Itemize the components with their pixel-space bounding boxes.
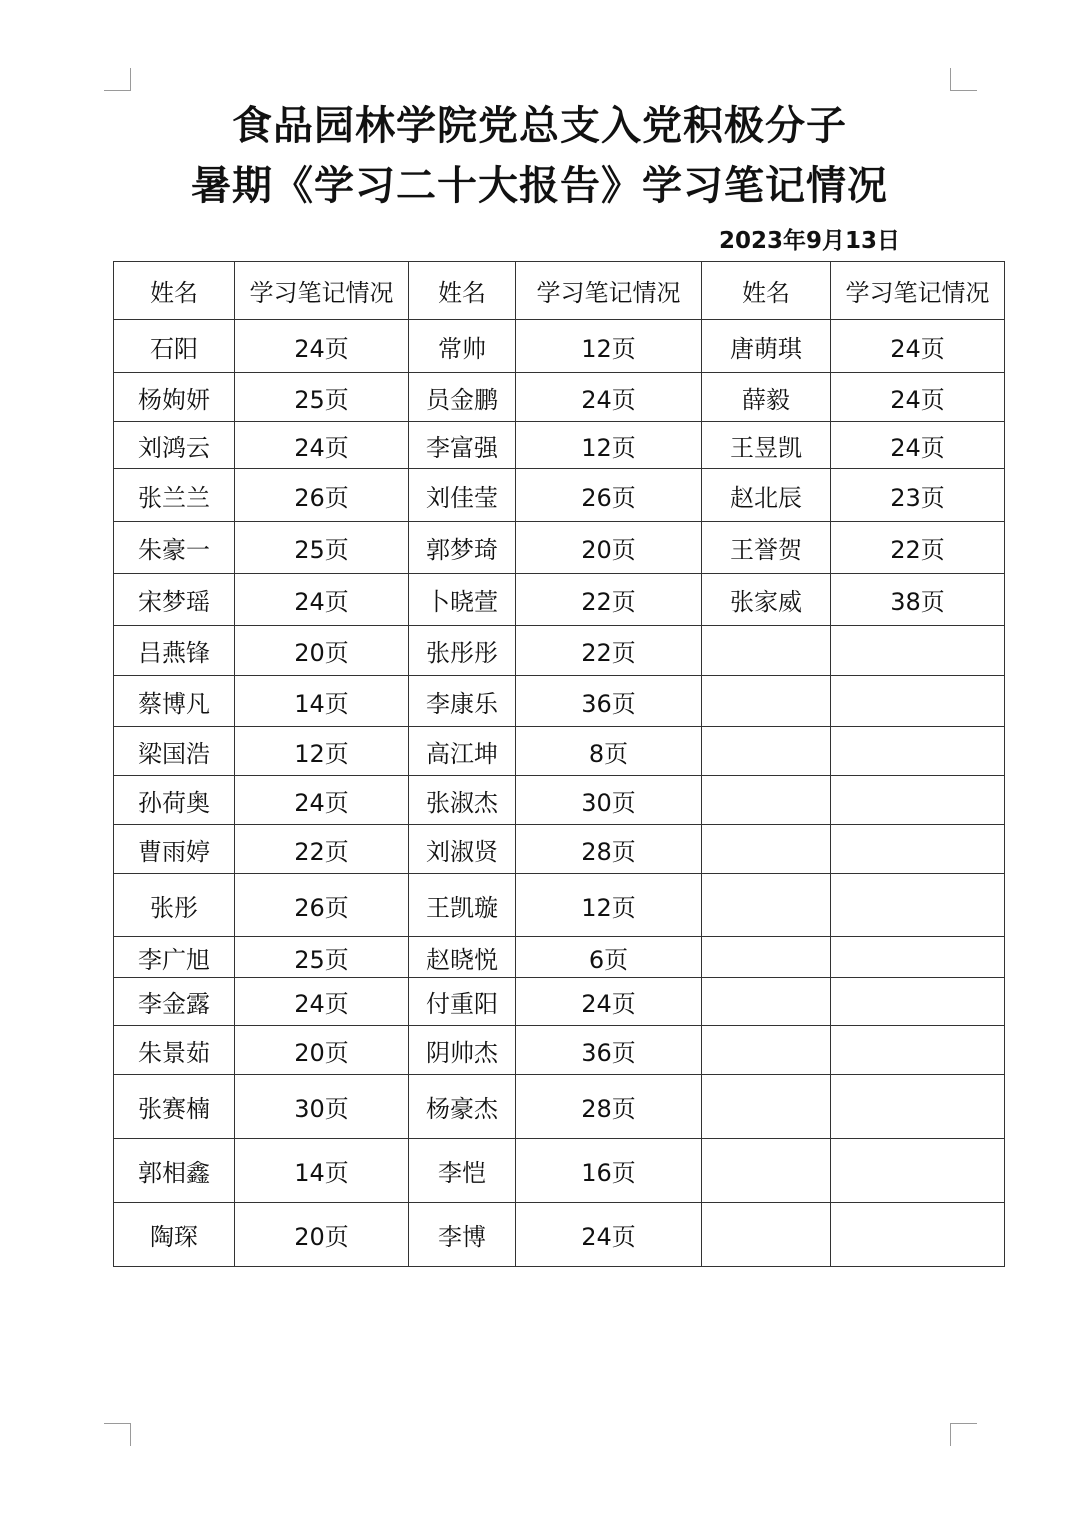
note-pages-cell: 24页 — [516, 373, 702, 422]
note-pages-cell — [831, 626, 1005, 676]
note-pages-cell — [831, 1075, 1005, 1139]
header-name-col-1: 姓名 — [114, 262, 235, 320]
student-name-cell: 张家威 — [702, 574, 831, 626]
student-name-cell — [702, 1026, 831, 1075]
document-title-line-1: 食品园林学院党总支入党积极分子 — [232, 103, 847, 149]
student-name-cell: 张赛楠 — [114, 1075, 235, 1139]
student-name-cell: 李富强 — [409, 422, 516, 469]
crop-mark-top-right — [950, 68, 977, 91]
note-pages-cell: 36页 — [516, 1026, 702, 1075]
student-name-cell: 陶琛 — [114, 1203, 235, 1267]
student-name-cell: 薛毅 — [702, 373, 831, 422]
note-pages-cell — [831, 1026, 1005, 1075]
note-pages-cell: 28页 — [516, 1075, 702, 1139]
note-pages-cell: 20页 — [516, 522, 702, 574]
note-pages-cell — [831, 825, 1005, 874]
student-name-cell: 张淑杰 — [409, 776, 516, 825]
student-name-cell — [702, 1075, 831, 1139]
note-pages-cell — [831, 776, 1005, 825]
note-pages-cell: 24页 — [235, 978, 409, 1026]
student-name-cell: 王昱凯 — [702, 422, 831, 469]
note-pages-cell — [831, 874, 1005, 937]
student-name-cell: 杨豪杰 — [409, 1075, 516, 1139]
note-pages-cell: 24页 — [516, 978, 702, 1026]
student-name-cell: 赵北辰 — [702, 469, 831, 522]
document-date: 2023年9月13日 — [718, 228, 900, 254]
table-row — [114, 522, 1005, 574]
note-pages-cell: 25页 — [235, 373, 409, 422]
student-name-cell: 李广旭 — [114, 937, 235, 978]
note-pages-cell: 12页 — [516, 874, 702, 937]
student-name-cell: 李博 — [409, 1203, 516, 1267]
header-notes-col-2: 学习笔记情况 — [516, 262, 702, 320]
student-name-cell: 赵晓悦 — [409, 937, 516, 978]
student-name-cell: 孙荷奥 — [114, 776, 235, 825]
student-name-cell: 阴帅杰 — [409, 1026, 516, 1075]
table-row — [114, 469, 1005, 522]
student-name-cell — [702, 776, 831, 825]
student-name-cell: 朱景茹 — [114, 1026, 235, 1075]
student-name-cell: 常帅 — [409, 320, 516, 373]
table-body — [114, 320, 1005, 1267]
table-row — [114, 676, 1005, 727]
study-notes-table — [113, 261, 1005, 1267]
note-pages-cell: 24页 — [235, 776, 409, 825]
student-name-cell: 梁国浩 — [114, 727, 235, 776]
table-row — [114, 1139, 1005, 1203]
note-pages-cell — [831, 727, 1005, 776]
student-name-cell: 吕燕锋 — [114, 626, 235, 676]
note-pages-cell: 12页 — [235, 727, 409, 776]
table-row — [114, 320, 1005, 373]
note-pages-cell: 22页 — [516, 626, 702, 676]
crop-mark-bottom-left — [104, 1423, 131, 1446]
student-name-cell: 杨姁妍 — [114, 373, 235, 422]
student-name-cell: 李金露 — [114, 978, 235, 1026]
student-name-cell: 张兰兰 — [114, 469, 235, 522]
student-name-cell: 王誉贺 — [702, 522, 831, 574]
note-pages-cell: 26页 — [235, 874, 409, 937]
student-name-cell — [702, 978, 831, 1026]
table-row — [114, 1075, 1005, 1139]
header-name-col-2: 姓名 — [409, 262, 516, 320]
note-pages-cell: 38页 — [831, 574, 1005, 626]
note-pages-cell: 20页 — [235, 626, 409, 676]
table-row — [114, 776, 1005, 825]
note-pages-cell: 22页 — [516, 574, 702, 626]
note-pages-cell: 24页 — [235, 320, 409, 373]
note-pages-cell — [831, 978, 1005, 1026]
note-pages-cell: 12页 — [516, 320, 702, 373]
student-name-cell — [702, 727, 831, 776]
table-row — [114, 874, 1005, 937]
student-name-cell: 蔡博凡 — [114, 676, 235, 727]
table-row — [114, 373, 1005, 422]
crop-mark-top-left — [104, 68, 131, 91]
student-name-cell: 刘鸿云 — [114, 422, 235, 469]
student-name-cell — [702, 825, 831, 874]
note-pages-cell: 30页 — [235, 1075, 409, 1139]
student-name-cell — [702, 1139, 831, 1203]
student-name-cell: 卜晓萱 — [409, 574, 516, 626]
table-header-row — [114, 262, 1005, 320]
note-pages-cell: 16页 — [516, 1139, 702, 1203]
note-pages-cell: 20页 — [235, 1203, 409, 1267]
student-name-cell: 张彤彤 — [409, 626, 516, 676]
student-name-cell — [702, 1203, 831, 1267]
table-row — [114, 978, 1005, 1026]
note-pages-cell: 22页 — [235, 825, 409, 874]
note-pages-cell: 8页 — [516, 727, 702, 776]
table-row — [114, 937, 1005, 978]
student-name-cell — [702, 874, 831, 937]
note-pages-cell: 26页 — [235, 469, 409, 522]
student-name-cell: 石阳 — [114, 320, 235, 373]
note-pages-cell: 24页 — [235, 422, 409, 469]
note-pages-cell: 24页 — [516, 1203, 702, 1267]
note-pages-cell: 30页 — [516, 776, 702, 825]
student-name-cell — [702, 626, 831, 676]
student-name-cell: 宋梦瑶 — [114, 574, 235, 626]
note-pages-cell: 24页 — [831, 373, 1005, 422]
note-pages-cell: 20页 — [235, 1026, 409, 1075]
note-pages-cell — [831, 937, 1005, 978]
header-notes-col-3: 学习笔记情况 — [831, 262, 1005, 320]
note-pages-cell: 22页 — [831, 522, 1005, 574]
student-name-cell: 朱豪一 — [114, 522, 235, 574]
note-pages-cell: 25页 — [235, 522, 409, 574]
student-name-cell: 李康乐 — [409, 676, 516, 727]
note-pages-cell — [831, 676, 1005, 727]
student-name-cell: 李恺 — [409, 1139, 516, 1203]
document-title-line-2: 暑期《学习二十大报告》学习笔记情况 — [191, 163, 888, 209]
table-row — [114, 825, 1005, 874]
note-pages-cell: 14页 — [235, 1139, 409, 1203]
note-pages-cell: 24页 — [235, 574, 409, 626]
note-pages-cell: 6页 — [516, 937, 702, 978]
header-notes-col-1: 学习笔记情况 — [235, 262, 409, 320]
note-pages-cell: 24页 — [831, 320, 1005, 373]
table-row — [114, 727, 1005, 776]
student-name-cell: 刘淑贤 — [409, 825, 516, 874]
note-pages-cell: 23页 — [831, 469, 1005, 522]
table-row — [114, 1203, 1005, 1267]
student-name-cell: 刘佳莹 — [409, 469, 516, 522]
table-row — [114, 422, 1005, 469]
note-pages-cell: 24页 — [831, 422, 1005, 469]
crop-mark-bottom-right — [950, 1423, 977, 1446]
student-name-cell: 唐萌琪 — [702, 320, 831, 373]
note-pages-cell: 28页 — [516, 825, 702, 874]
header-name-col-3: 姓名 — [702, 262, 831, 320]
student-name-cell: 王凯璇 — [409, 874, 516, 937]
note-pages-cell: 36页 — [516, 676, 702, 727]
student-name-cell: 曹雨婷 — [114, 825, 235, 874]
note-pages-cell: 25页 — [235, 937, 409, 978]
student-name-cell: 付重阳 — [409, 978, 516, 1026]
student-name-cell: 郭相鑫 — [114, 1139, 235, 1203]
note-pages-cell — [831, 1139, 1005, 1203]
student-name-cell: 高江坤 — [409, 727, 516, 776]
student-name-cell — [702, 676, 831, 727]
table-row — [114, 626, 1005, 676]
note-pages-cell — [831, 1203, 1005, 1267]
note-pages-cell: 12页 — [516, 422, 702, 469]
note-pages-cell: 14页 — [235, 676, 409, 727]
student-name-cell: 郭梦琦 — [409, 522, 516, 574]
student-name-cell: 员金鹏 — [409, 373, 516, 422]
note-pages-cell: 26页 — [516, 469, 702, 522]
table-row — [114, 1026, 1005, 1075]
table-row — [114, 574, 1005, 626]
student-name-cell: 张彤 — [114, 874, 235, 937]
student-name-cell — [702, 937, 831, 978]
